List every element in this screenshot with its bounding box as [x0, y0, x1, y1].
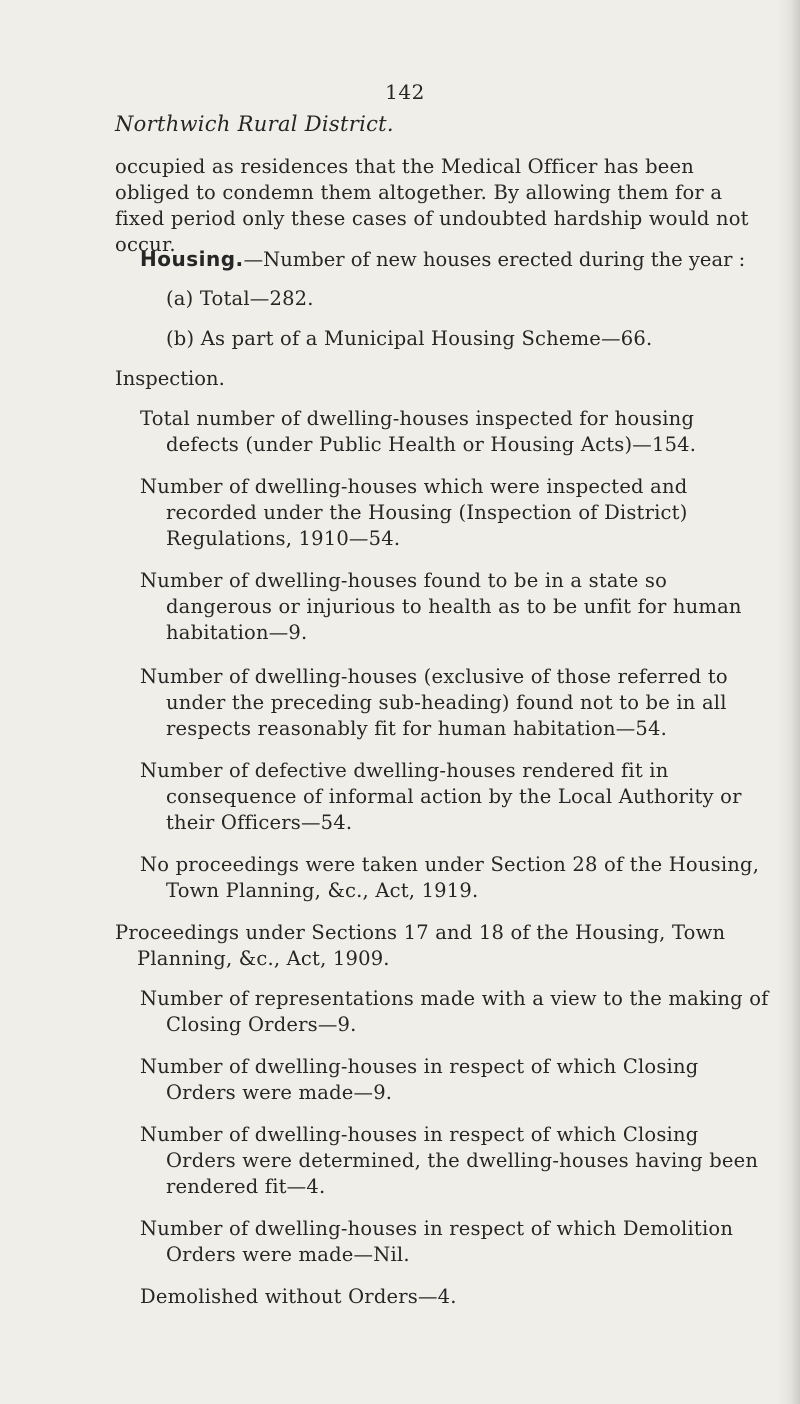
proceedings-item-2: Number of dwelling-houses in respect of which Closing Orders were made—9.: [140, 1055, 699, 1104]
housing-municipal: (b) As part of a Municipal Housing Scheme—66.: [166, 327, 653, 350]
proceedings-heading: Proceedings under Sections 17 and 18 of the Housing, Town Planning, &c., Act, 1909.: [115, 921, 726, 970]
proceedings-item-5: Demolished without Orders—4.: [140, 1285, 457, 1308]
inspection-item-2: Number of dwelling-houses which were inspected and recorded under the Housing (Inspection of District) Regulations, 1910—54.: [140, 475, 688, 550]
running-head: Northwich Rural District.: [115, 112, 394, 136]
housing-heading-line: [140, 246, 780, 273]
inspection-item-5: Number of defective dwelling-houses rendered fit in consequence of informal action by the Local Authority or their Officers—54.: [140, 759, 742, 834]
proceedings-item-1: Number of representations made with a view to the making of Closing Orders—9.: [140, 987, 769, 1036]
inspection-item-3: Number of dwelling-houses found to be in a state so dangerous or injurious to health as to be unfit for human habitation—9.: [140, 569, 742, 644]
page-edge-shadow: [778, 0, 800, 1404]
inspection-item-6: No proceedings were taken under Section 28 of the Housing, Town Planning, &c., Act, 1919.: [140, 853, 760, 902]
proceedings-item-4: Number of dwelling-houses in respect of which Demolition Orders were made—Nil.: [140, 1217, 734, 1266]
inspection-item-1: Total number of dwelling-houses inspected for housing defects (under Public Health or Housing Acts)—154.: [140, 407, 697, 456]
housing-total: (a) Total—282.: [166, 287, 314, 310]
housing-lead-text: —Number of new houses erected during the year :: [243, 248, 746, 271]
inspection-item-4: Number of dwelling-houses (exclusive of those referred to under the preceding sub-heading) found not to be in all respects reasonably fit for human habitation—54.: [140, 665, 728, 740]
housing-label: Housing.: [140, 247, 244, 271]
proceedings-item-3: Number of dwelling-houses in respect of which Closing Orders were determined, the dwelling-houses having been rendered fit—4.: [140, 1123, 759, 1198]
intro-paragraph: occupied as residences that the Medical Officer has been obliged to condemn them altogether. By allowing them for a fixed period only these cases of undoubted hardship would not occur.: [115, 155, 749, 256]
page-number: 142: [385, 80, 425, 104]
inspection-heading: Inspection.: [115, 367, 225, 390]
